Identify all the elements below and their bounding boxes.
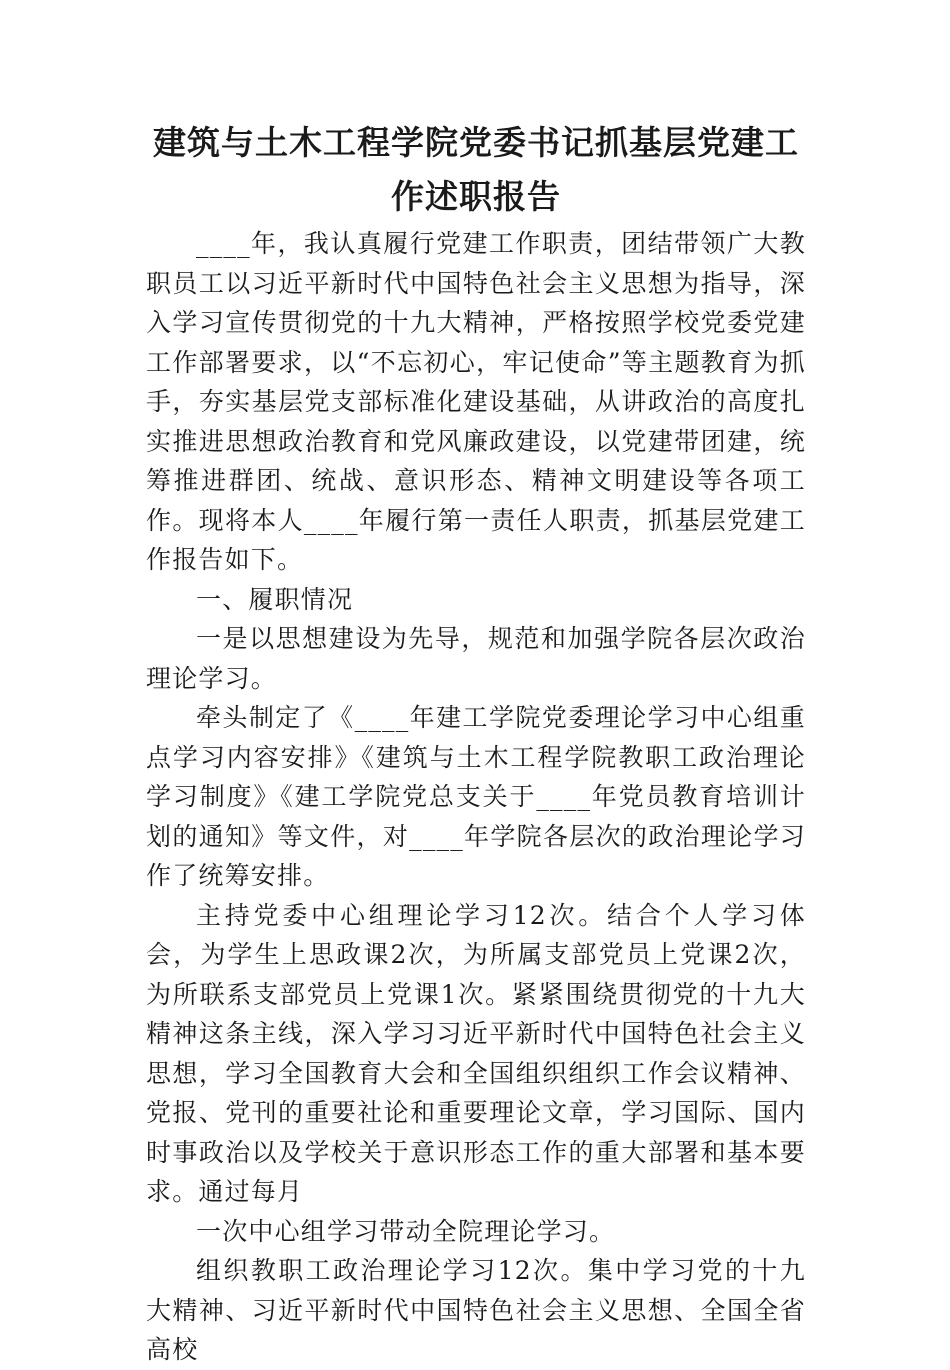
paragraph: 组织教职工政治理论学习12次。集中学习党的十九大精神、习近平新时代中国特色社会主义思想、全国全省高校 <box>146 1256 806 1364</box>
section-heading: 一、履职情况 <box>196 584 354 614</box>
paragraph-intro: ____年，我认真履行党建工作职责，团结带领广大教职员工以习近平新时代中国特色社会主义思想为指导，深入学习宣传贯彻党的十九大精神，严格按照学校党委党建工作部署要求，以“不忘初心，牢记使命”等主题教育为抓手，夯实基层党支部标准化建设基础，从讲政治的高度扎实推进思想政治教育和党风廉政建设，以党建带团建，统筹推进群团、统战、意识形态、精神文明建设等各项工作。现将本人____年履行第一责任人职责，抓基层党建工作报告如下。 <box>146 229 806 574</box>
document-title <box>138 116 814 224</box>
paragraph: 一次中心组学习带动全院理论学习。 <box>196 1216 616 1246</box>
document-body <box>146 224 806 1370</box>
title-line-2: 作述职报告 <box>391 177 561 216</box>
paragraph: 一是以思想建设为先导，规范和加强学院各层次政治理论学习。 <box>146 624 806 693</box>
paragraph: 牵头制定了《____年建工学院党委理论学习中心组重点学习内容安排》《建筑与土木工程学院教职工政治理论学习制度》《建工学院党总支关于____年党员教育培训计划的通知》等文件，对____年学院各层次的政治理论学习作了统筹安排。 <box>146 703 806 890</box>
paragraph: 主持党委中心组理论学习12次。结合个人学习体会，为学生上思政课2次，为所属支部党员上党课2次，为所联系支部党员上党课1次。紧紧围绕贯彻党的十九大精神这条主线，深入学习习近平新时代中国特色社会主义思想，学习全国教育大会和全国组织组织工作会议精神、党报、党刊的重要社论和重要理论文章，学习国际、国内时事政治以及学校关于意识形态工作的重大部署和基本要求。通过每月 <box>146 900 806 1206</box>
title-line-1: 建筑与土木工程学院党委书记抓基层党建工 <box>153 123 799 162</box>
